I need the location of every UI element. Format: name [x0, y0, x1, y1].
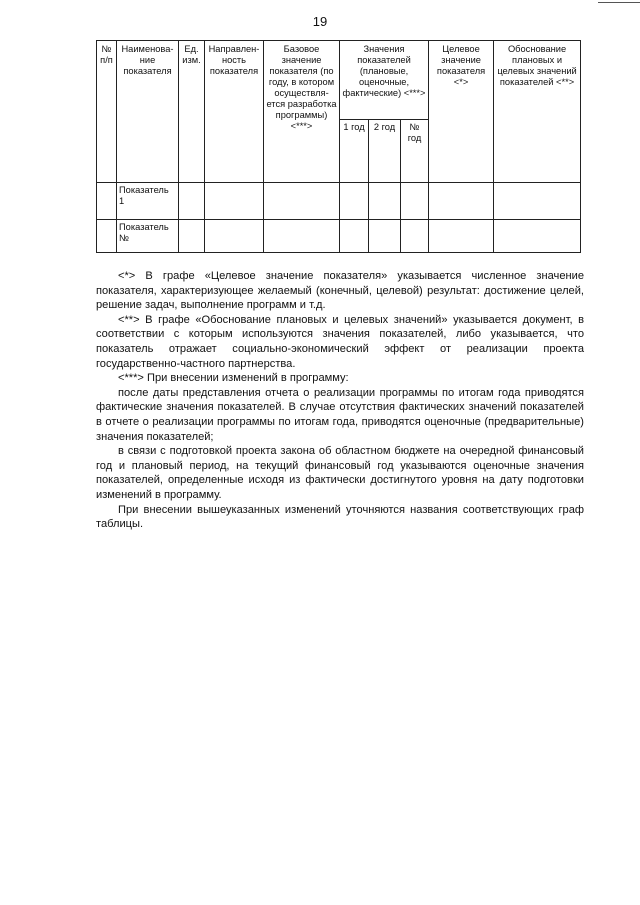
header-year-n: № год — [401, 120, 429, 183]
document-body — [96, 269, 584, 532]
paragraph-after-report: после даты представления отчета о реализации программы по итогам года приводятся фактические значения показателей. В случае отсутствия фактических значений показателей в отчете о реализации программы по итогам года, приводятся оценочные (предварительные) значения показателей; — [96, 386, 584, 443]
paragraph-budget-law: в связи с подготовкой проекта закона об областном бюджете на очередной финансовый год и плановый период, на текущий финансовый год указываются оценочные значения показателей, определенные исходя из фактически достигнутого уровня на дату подготовки изменений в программу. — [96, 445, 584, 501]
header-base-value: Базовое значение показателя (по году, в котором осуществля-ется разработка программы) <***> — [264, 41, 340, 183]
header-num: № п/п — [97, 41, 117, 183]
header-justification: Обоснование плановых и целевых значений показателей <**> — [494, 41, 581, 183]
row-indicator-name: Показатель 1 — [117, 183, 179, 220]
header-year-2: 2 год — [369, 120, 401, 183]
row-indicator-name: Показатель № — [117, 220, 179, 253]
footnote-changes: <***> При внесении изменений в программу: — [118, 372, 349, 385]
header-name: Наименова-ние показателя — [117, 41, 179, 183]
table-row — [97, 220, 581, 253]
header-target-value: Целевое значение показателя <*> — [429, 41, 494, 183]
header-values-group: Значения показателей (плановые, оценочные, фактические) <***> — [340, 41, 429, 120]
footnote-justification: <**> В графе «Обоснование плановых и целевых значений» указывается документ, в соответствии с которым используются значения показателей, либо указывается, что показатель отражает социально-экономический эффект от реализации проекта государственно-частного партнерства. — [96, 313, 584, 370]
header-year-1: 1 год — [340, 120, 369, 183]
table-row — [97, 183, 581, 220]
header-direction: Направлен-ность показателя — [205, 41, 264, 183]
footnote-target: <*> В графе «Целевое значение показателя» указывается численное значение показателя, характеризующее желаемый (конечный, целевой) результат: достижение целей, решение задач, выполнение программ и т.д. — [96, 270, 584, 312]
paragraph-column-names: При внесении вышеуказанных изменений уточняются названия соответствующих граф таблицы. — [96, 503, 584, 531]
indicators-table — [96, 40, 581, 253]
page-number: 19 — [312, 14, 328, 29]
header-unit: Ед. изм. — [179, 41, 205, 183]
corner-mark — [598, 2, 640, 3]
